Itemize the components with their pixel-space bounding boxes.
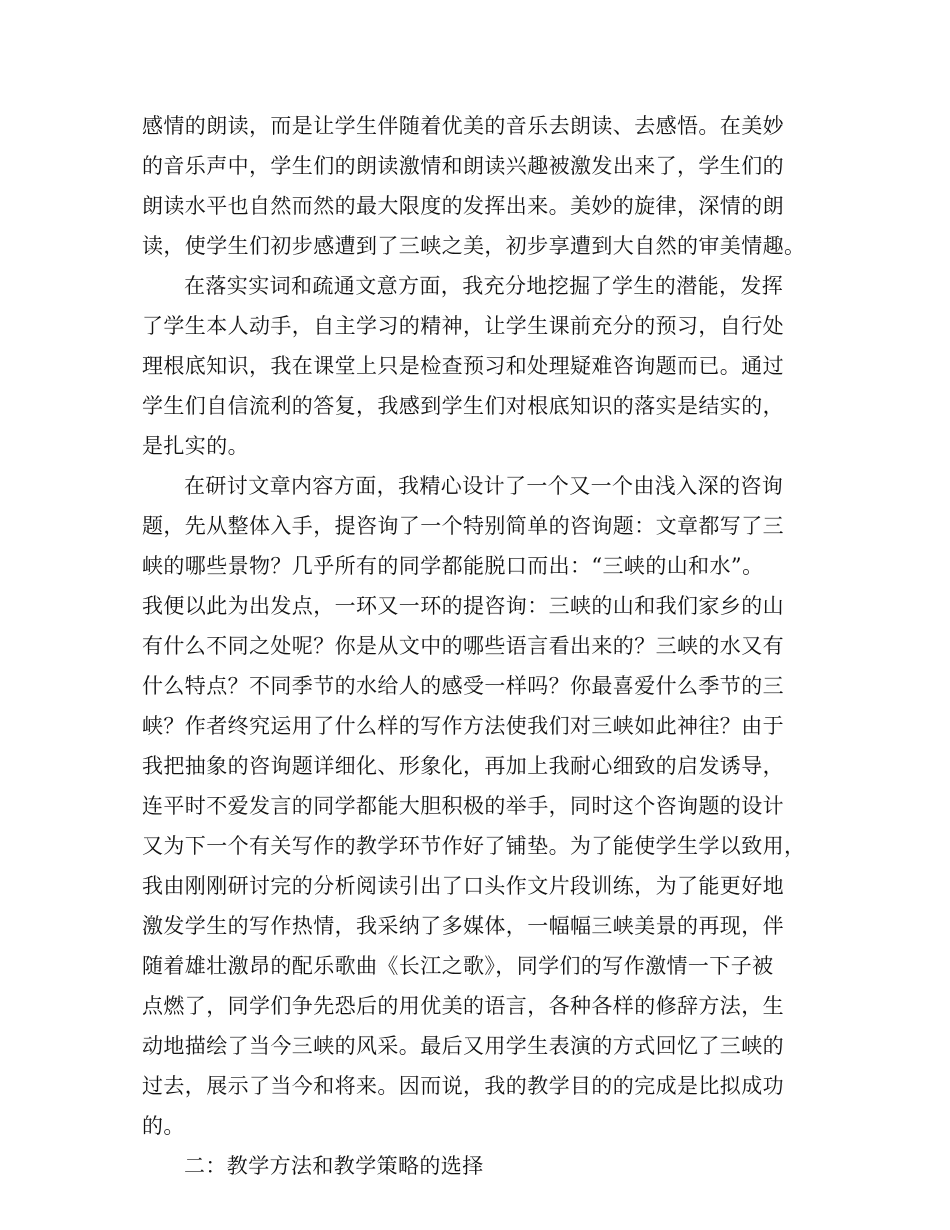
text-line: 读，使学生们初步感遭到了三峡之美，初步享遭到大自然的审美情趣。: [142, 234, 806, 258]
text-line: 学生们自信流利的答复，我感到学生们对根底知识的落实是结实的，: [142, 394, 784, 418]
text-line: 我把抽象的咨询题详细化、形象化，再加上我耐心细致的启发诱导，: [142, 754, 784, 778]
text-line: 在落实实词和疏通文意方面，我充分地挖掘了学生的潜能，发挥: [184, 274, 784, 298]
text-line: 感情的朗读，而是让学生伴随着优美的音乐去朗读、去感悟。在美妙: [142, 114, 784, 138]
text-line: 是扎实的。: [142, 434, 249, 458]
text-line: 理根底知识，我在课堂上只是检查预习和处理疑难咨询题而已。通过: [142, 354, 784, 378]
text-line: 有什么不同之处呢？你是从文中的哪些语言看出来的？三峡的水又有: [142, 634, 784, 658]
text-line: 题，先从整体入手，提咨询了一个特别简单的咨询题：文章都写了三: [142, 514, 784, 538]
document-body-text: [142, 106, 808, 1186]
text-line: 动地描绘了当今三峡的风采。最后又用学生表演的方式回忆了三峡的: [142, 1034, 784, 1058]
text-line: 朗读水平也自然而然的最大限度的发挥出来。美妙的旋律，深情的朗: [142, 194, 784, 218]
text-line: 在研讨文章内容方面，我精心设计了一个又一个由浅入深的咨询: [184, 474, 784, 498]
text-line: 了学生本人动手，自主学习的精神，让学生课前充分的预习，自行处: [142, 314, 784, 338]
text-line: 的。: [142, 1114, 185, 1138]
text-line: 我便以此为出发点，一环又一环的提咨询：三峡的山和我们家乡的山: [142, 594, 784, 618]
text-line: 我由刚刚研讨完的分析阅读引出了口头作文片段训练，为了能更好地: [142, 874, 784, 898]
text-line: 过去，展示了当今和将来。因而说，我的教学目的的完成是比拟成功: [142, 1074, 784, 1098]
text-line: 随着雄壮激昂的配乐歌曲《长江之歌》，同学们的写作激情一下子被: [142, 954, 774, 978]
text-line: 峡？作者终究运用了什么样的写作方法使我们对三峡如此神往？由于: [142, 714, 784, 738]
text-line: 点燃了，同学们争先恐后的用优美的语言，各种各样的修辞方法，生: [142, 994, 784, 1018]
text-line: 二：教学方法和教学策略的选择: [184, 1154, 484, 1178]
text-line: 连平时不爱发言的同学都能大胆积极的举手，同时这个咨询题的设计: [142, 794, 784, 818]
text-line: 又为下一个有关写作的教学环节作好了铺垫。为了能使学生学以致用，: [142, 834, 806, 858]
text-line: 峡的哪些景物？几乎所有的同学都能脱口而出：“三峡的山和水”。: [142, 554, 764, 578]
text-line: 激发学生的写作热情，我采纳了多媒体，一幅幅三峡美景的再现，伴: [142, 914, 784, 938]
text-line: 什么特点？不同季节的水给人的感受一样吗？你最喜爱什么季节的三: [142, 674, 784, 698]
text-line: 的音乐声中，学生们的朗读激情和朗读兴趣被激发出来了，学生们的: [142, 154, 784, 178]
